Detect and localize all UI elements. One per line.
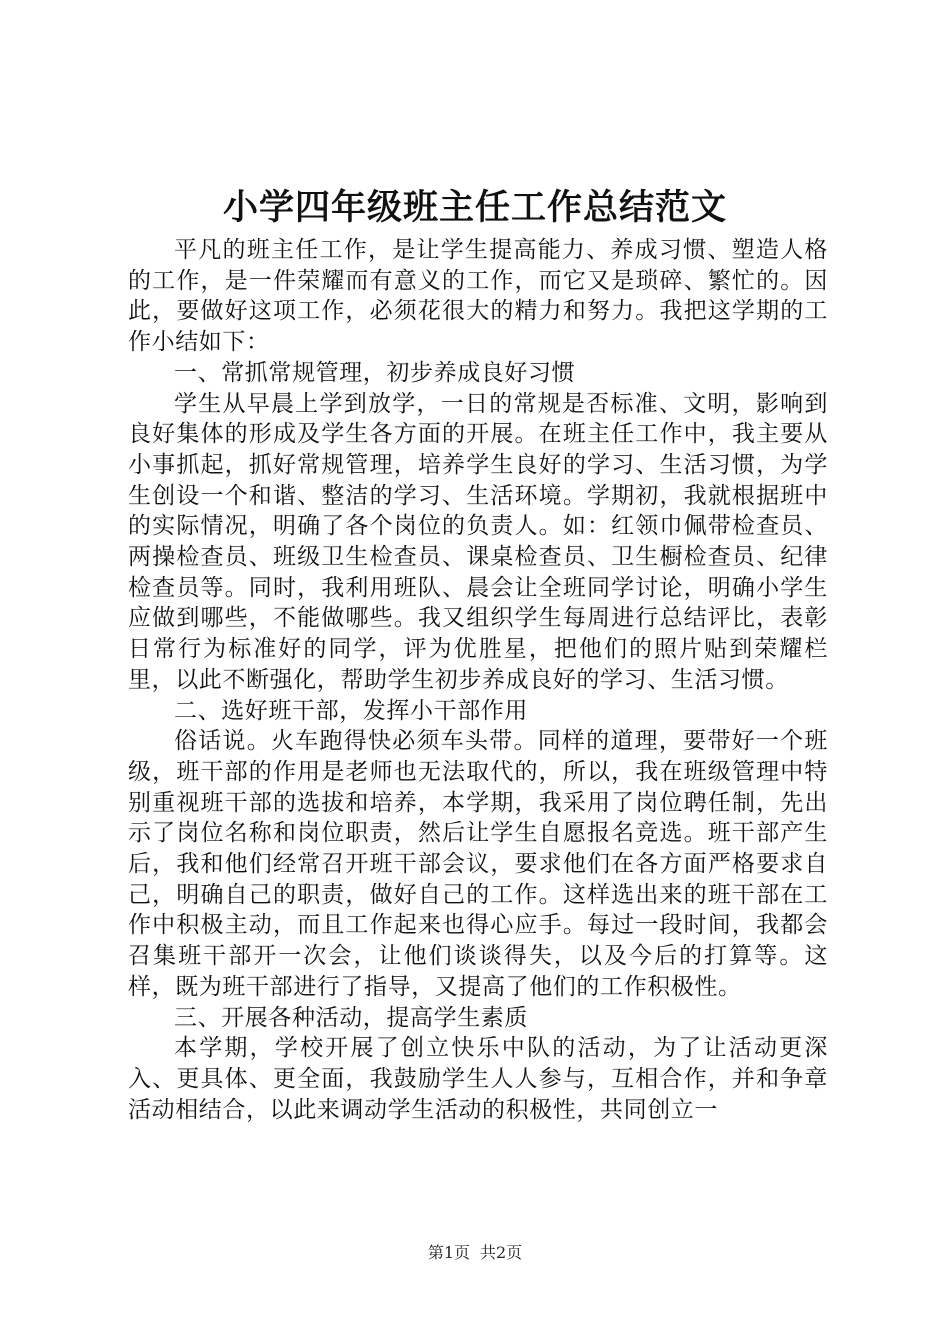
intro-paragraph: 平凡的班主任工作，是让学生提高能力、养成习惯、塑造人格的工作，是一件荣耀而有意义的工作，而它又是琐碎、繁忙的。因此，要做好这项工作，必须花很大的精力和努力。我把这学期的工作小结如下： [128, 237, 828, 356]
section-3-paragraph: 本学期，学校开展了创立快乐中队的活动，为了让活动更深入、更具体、更全面，我鼓励学生人人参与，互相合作，并和争章活动相结合，以此来调动学生活动的积极性，共同创立一 [128, 1035, 828, 1123]
document-title: 小学四年级班主任工作总结范文 [222, 187, 727, 228]
section-3-heading: 三、开展各种活动，提高学生素质 [174, 1004, 528, 1031]
page-footer [0, 1243, 950, 1263]
section-2-paragraph: 俗话说。火车跑得快必须车头带。同样的道理，要带好一个班级，班干部的作用是老师也无法取代的，所以，我在班级管理中特别重视班干部的选拔和培养，本学期，我采用了岗位聘任制，先出示了岗位名称和岗位职责，然后让学生自愿报名竞选。班干部产生后，我和他们经常召开班干部会议，要求他们在各方面严格要求自己，明确自己的职责，做好自己的工作。这样选出来的班干部在工作中积极主动，而且工作起来也得心应手。每过一段时间，我都会召集班干部开一次会，让他们谈谈得失，以及今后的打算等。这样，既为班干部进行了指导，又提高了他们的工作积极性。 [128, 728, 828, 1000]
section-1-heading: 一、常抓常规管理，初步养成良好习惯 [174, 359, 576, 386]
page-count: 共2页 [480, 1243, 523, 1262]
section-2-heading: 二、选好班干部，发挥小干部作用 [174, 697, 528, 724]
section-1-paragraph: 学生从早晨上学到放学，一日的常规是否标准、文明，影响到良好集体的形成及学生各方面的开展。在班主任工作中，我主要从小事抓起，抓好常规管理，培养学生良好的学习、生活习惯，为学生创设一个和谐、整洁的学习、生活环境。学期初，我就根据班中的实际情况，明确了各个岗位的负责人。如：红领巾佩带检查员、两操检查员、班级卫生检查员、课桌检查员、卫生橱检查员、纪律检查员等。同时，我利用班队、晨会让全班同学讨论，明确小学生应做到哪些，不能做哪些。我又组织学生每周进行总结评比，表彰日常行为标准好的同学，评为优胜星，把他们的照片贴到荣耀栏里，以此不断强化，帮助学生初步养成良好的学习、生活习惯。 [128, 390, 828, 693]
document-body [128, 235, 828, 1125]
page-number: 第1页 [427, 1243, 470, 1262]
